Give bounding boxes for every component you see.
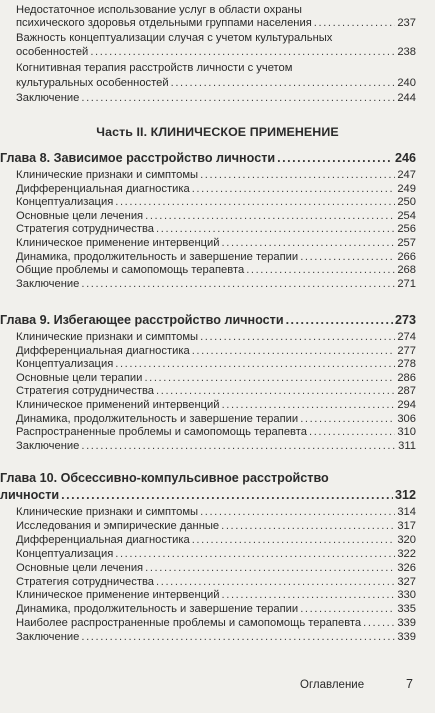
toc-entry-page: 244 <box>397 92 416 104</box>
leader-dots <box>300 603 395 616</box>
toc-entry-text: Заключение <box>16 439 80 452</box>
leader-dots <box>115 196 395 209</box>
toc-entry <box>16 548 416 561</box>
leader-dots <box>286 313 393 328</box>
chapter-title: Глава 9. Избегающее расстройство личности <box>0 313 284 327</box>
toc-entry-page: 257 <box>397 237 416 249</box>
toc-entry-page: 249 <box>397 182 416 195</box>
leader-dots <box>144 372 395 385</box>
chapter-heading <box>0 313 416 328</box>
toc-entry <box>16 413 416 426</box>
chapter-title: Глава 8. Зависимое расстройство личности <box>0 151 276 165</box>
toc-entry-page: 310 <box>397 426 416 439</box>
toc-entry <box>16 372 416 385</box>
leader-dots <box>200 331 395 344</box>
toc-entry-page: 330 <box>397 589 416 602</box>
toc-entry-page: 311 <box>398 439 416 452</box>
chapter-page: 246 <box>394 151 416 165</box>
toc-entry-page: 278 <box>397 358 416 371</box>
leader-dots <box>156 223 395 236</box>
toc-entry-text: Клиническое применений интервенций <box>16 399 220 411</box>
leader-dots <box>300 251 395 264</box>
toc-entry <box>16 331 416 344</box>
toc-entry-page: 322 <box>397 547 416 560</box>
leader-dots <box>115 548 395 561</box>
toc-entry-page: 254 <box>397 209 416 222</box>
toc-entry <box>16 520 416 533</box>
chapter-title: Глава 10. Обсессивно-компульсивное расстройство <box>0 471 329 485</box>
toc-entry-line: Недостаточное использование услуг в области охраны <box>16 4 302 16</box>
toc-entry-page: 286 <box>397 371 416 384</box>
toc-entry-page: 266 <box>397 250 416 263</box>
chapter-title-cont: личности <box>0 488 60 502</box>
toc-entry <box>16 358 416 371</box>
toc-entry-text: Основные цели терапии <box>16 371 143 384</box>
toc-entry-page: 326 <box>397 561 416 574</box>
toc-entry-text: особенностей <box>16 46 89 58</box>
toc-entry-text: Исследования и эмпирические данные <box>16 519 220 532</box>
leader-dots <box>300 413 395 426</box>
leader-dots <box>90 46 395 59</box>
toc-entry-text: Клинические признаки и симптомы <box>16 506 199 518</box>
toc-entry-text: Концептуализация <box>16 358 114 371</box>
toc-entry-text: Общие проблемы и самопомощь терапевта <box>16 264 245 277</box>
toc-entry <box>16 210 416 223</box>
toc-entry <box>16 617 416 630</box>
toc-entry-text: Дифференциальная диагностика <box>16 344 190 357</box>
leader-dots <box>222 589 396 602</box>
toc-entry <box>16 506 416 519</box>
toc-entry-page: 237 <box>397 17 416 29</box>
toc-entry-page: 320 <box>397 533 416 546</box>
toc-entry <box>16 631 416 644</box>
leader-dots <box>192 183 396 196</box>
toc-entry-page: 268 <box>397 264 416 277</box>
page-number: 7 <box>406 677 413 691</box>
toc-entry <box>16 77 416 90</box>
toc-entry-text: Стратегия сотрудничества <box>16 223 155 236</box>
leader-dots <box>192 345 396 358</box>
leader-dots <box>221 520 395 533</box>
leader-dots <box>309 426 395 439</box>
toc-entry-page: 306 <box>397 412 416 425</box>
toc-entry-page: 287 <box>397 385 416 398</box>
toc-entry <box>16 385 416 398</box>
toc-entry-page: 240 <box>397 77 416 89</box>
toc-entry-text: Динамика, продолжительность и завершение терапии <box>16 412 299 425</box>
toc-entry <box>16 183 416 196</box>
toc-entry <box>16 278 416 291</box>
leader-dots <box>81 92 395 105</box>
toc-entry-page: 274 <box>397 331 416 343</box>
leader-dots <box>81 440 396 453</box>
leader-dots <box>222 399 396 412</box>
toc-entry-text: культуральных особенностей <box>16 77 169 89</box>
toc-entry-text: Дифференциальная диагностика <box>16 533 190 546</box>
leader-dots <box>81 278 395 291</box>
leader-dots <box>314 17 396 30</box>
toc-entry <box>16 589 416 602</box>
toc-entry-page: 277 <box>397 344 416 357</box>
toc-entry-text: Распространенные проблемы и самопомощь терапевта <box>16 426 307 439</box>
toc-entry-text: Основные цели лечения <box>16 209 144 222</box>
toc-entry-text: Стратегия сотрудничества <box>16 575 155 588</box>
chapter-heading <box>0 488 416 503</box>
toc-entry-page: 339 <box>397 617 416 630</box>
leader-dots <box>363 617 395 630</box>
toc-entry-line: Важность концептуализации случая с учетом культуральных <box>16 32 333 44</box>
toc-entry <box>16 534 416 547</box>
toc-entry-page: 327 <box>397 575 416 588</box>
part-title: Часть II. КЛИНИЧЕСКОЕ ПРИМЕНЕНИЕ <box>96 125 339 139</box>
toc-entry <box>16 426 416 439</box>
leader-dots <box>156 385 395 398</box>
leader-dots <box>222 237 396 250</box>
toc-entry-text: Наиболее распространенные проблемы и самопомощь терапевта <box>16 617 362 630</box>
toc-entry <box>16 399 416 412</box>
toc-entry-page: 250 <box>397 196 416 209</box>
leader-dots <box>277 151 393 166</box>
leader-dots <box>81 631 395 644</box>
toc-entry-text: Основные цели лечения <box>16 561 144 574</box>
leader-dots <box>115 358 395 371</box>
toc-entry-text: Заключение <box>16 92 80 104</box>
leader-dots <box>145 562 395 575</box>
toc-entry-page: 238 <box>397 46 416 58</box>
leader-dots <box>145 210 395 223</box>
leader-dots <box>192 534 396 547</box>
toc-entry-line: Когнитивная терапия расстройств личности с учетом <box>16 62 293 74</box>
toc-entry-text: Заключение <box>16 277 80 290</box>
toc-entry <box>16 603 416 616</box>
chapter-page: 273 <box>394 313 416 327</box>
toc-entry <box>16 196 416 209</box>
toc-entry-text: Концептуализация <box>16 547 114 560</box>
leader-dots <box>61 488 393 503</box>
toc-entry-text: Концептуализация <box>16 196 114 209</box>
leader-dots <box>156 576 395 589</box>
toc-entry-text: Стратегия сотрудничества <box>16 385 155 398</box>
leader-dots <box>200 169 395 182</box>
toc-entry <box>16 264 416 277</box>
toc-entry-text: Динамика, продолжительность и завершение терапии <box>16 603 299 616</box>
toc-entry <box>16 169 416 182</box>
toc-entry-page: 339 <box>397 631 416 644</box>
toc-entry-page: 256 <box>397 223 416 236</box>
toc-entry-text: Клиническое применение интервенций <box>16 237 220 249</box>
toc-entry-page: 335 <box>397 603 416 616</box>
toc-entry <box>16 237 416 250</box>
toc-entry <box>16 562 416 575</box>
toc-entry-text: Клинические признаки и симптомы <box>16 331 199 343</box>
toc-entry-text: Клиническое применение интервенций <box>16 589 220 602</box>
chapter-page: 312 <box>394 488 416 502</box>
toc-entry-text: Динамика, продолжительность и завершение терапии <box>16 250 299 263</box>
toc-entry-text: Заключение <box>16 631 80 644</box>
toc-entry <box>16 576 416 589</box>
toc-entry-page: 294 <box>397 399 416 411</box>
toc-entry-page: 317 <box>397 519 416 532</box>
toc-entry <box>16 46 416 59</box>
toc-entry <box>16 17 416 30</box>
toc-entry-text: Дифференциальная диагностика <box>16 182 190 195</box>
toc-entry <box>16 345 416 358</box>
leader-dots <box>171 77 396 90</box>
running-footer-title: Оглавление <box>300 679 365 691</box>
toc-entry-page: 271 <box>397 277 416 290</box>
leader-dots <box>200 506 395 519</box>
toc-entry-page: 314 <box>397 506 416 518</box>
toc-entry <box>16 92 416 105</box>
toc-entry-text: Клинические признаки и симптомы <box>16 169 199 181</box>
leader-dots <box>246 264 395 277</box>
chapter-heading <box>0 151 416 166</box>
toc-entry <box>16 223 416 236</box>
toc-entry-text: психического здоровья отдельными группами населения <box>16 17 312 29</box>
toc-entry <box>16 251 416 264</box>
toc-entry <box>16 440 416 453</box>
toc-entry-page: 247 <box>397 169 416 181</box>
